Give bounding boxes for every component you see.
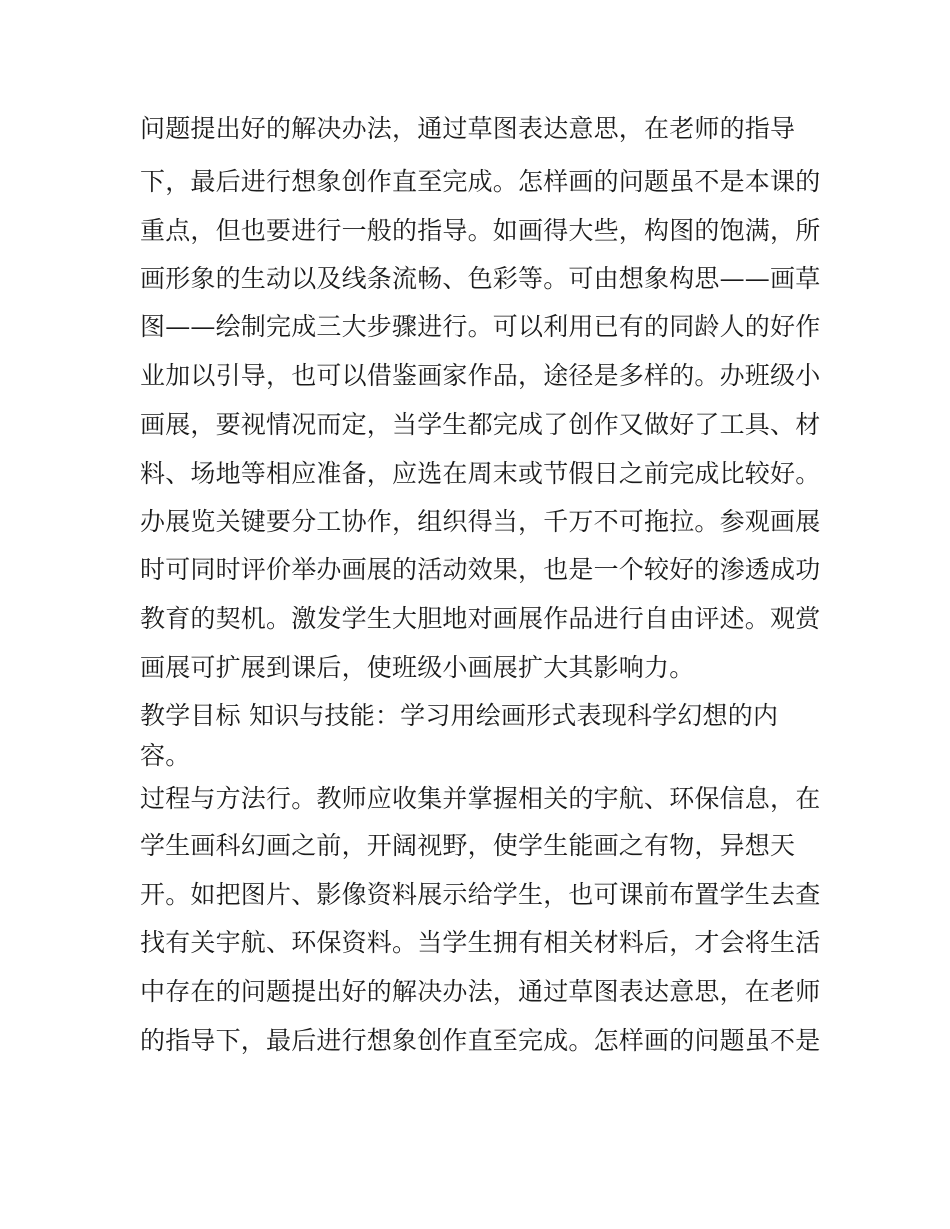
text-line: 重点，但也要进行一般的指导。如画得大些，构图的饱满，所	[140, 216, 821, 245]
text-line: 业加以引导，也可以借鉴画家作品，途径是多样的。办班级小	[140, 361, 821, 390]
text-line: 画形象的生动以及线条流畅、色彩等。可由想象构思——画草	[140, 264, 821, 293]
text-line: 学生画科幻画之前，开阔视野，使学生能画之有物，异想天	[140, 831, 796, 860]
text-line: 图——绘制完成三大步骤进行。可以利用已有的同龄人的好作	[140, 312, 821, 341]
text-line: 过程与方法行。教师应收集并掌握相关的宇航、环保信息，在	[140, 784, 821, 813]
text-line: 容。	[140, 741, 191, 770]
text-line: 画展可扩展到课后，使班级小画展扩大其影响力。	[140, 653, 695, 682]
text-line: 开。如把图片、影像资料展示给学生，也可课前布置学生去查	[140, 880, 821, 909]
text-line: 料、场地等相应准备，应选在周末或节假日之前完成比较好。	[140, 459, 821, 488]
text-line: 画展，要视情况而定，当学生都完成了创作又做好了工具、材	[140, 410, 821, 439]
text-line: 问题提出好的解决办法，通过草图表达意思，在老师的指导	[140, 114, 796, 143]
text-line: 找有关宇航、环保资料。当学生拥有相关材料后，才会将生活	[140, 928, 821, 957]
text-line: 时可同时评价举办画展的活动效果，也是一个较好的渗透成功	[140, 555, 821, 584]
text-line: 中存在的问题提出好的解决办法，通过草图表达意思，在老师	[140, 977, 821, 1006]
text-line: 下，最后进行想象创作直至完成。怎样画的问题虽不是本课的	[140, 167, 821, 196]
text-line: 教育的契机。激发学生大胆地对画展作品进行自由评述。观赏	[140, 604, 821, 633]
text-line: 办展览关键要分工协作，组织得当，千万不可拖拉。参观画展	[140, 507, 821, 536]
text-line: 教学目标 知识与技能：学习用绘画形式表现科学幻想的内	[140, 701, 779, 730]
text-line: 的指导下，最后进行想象创作直至完成。怎样画的问题虽不是	[140, 1026, 821, 1055]
body-text	[140, 107, 820, 1067]
